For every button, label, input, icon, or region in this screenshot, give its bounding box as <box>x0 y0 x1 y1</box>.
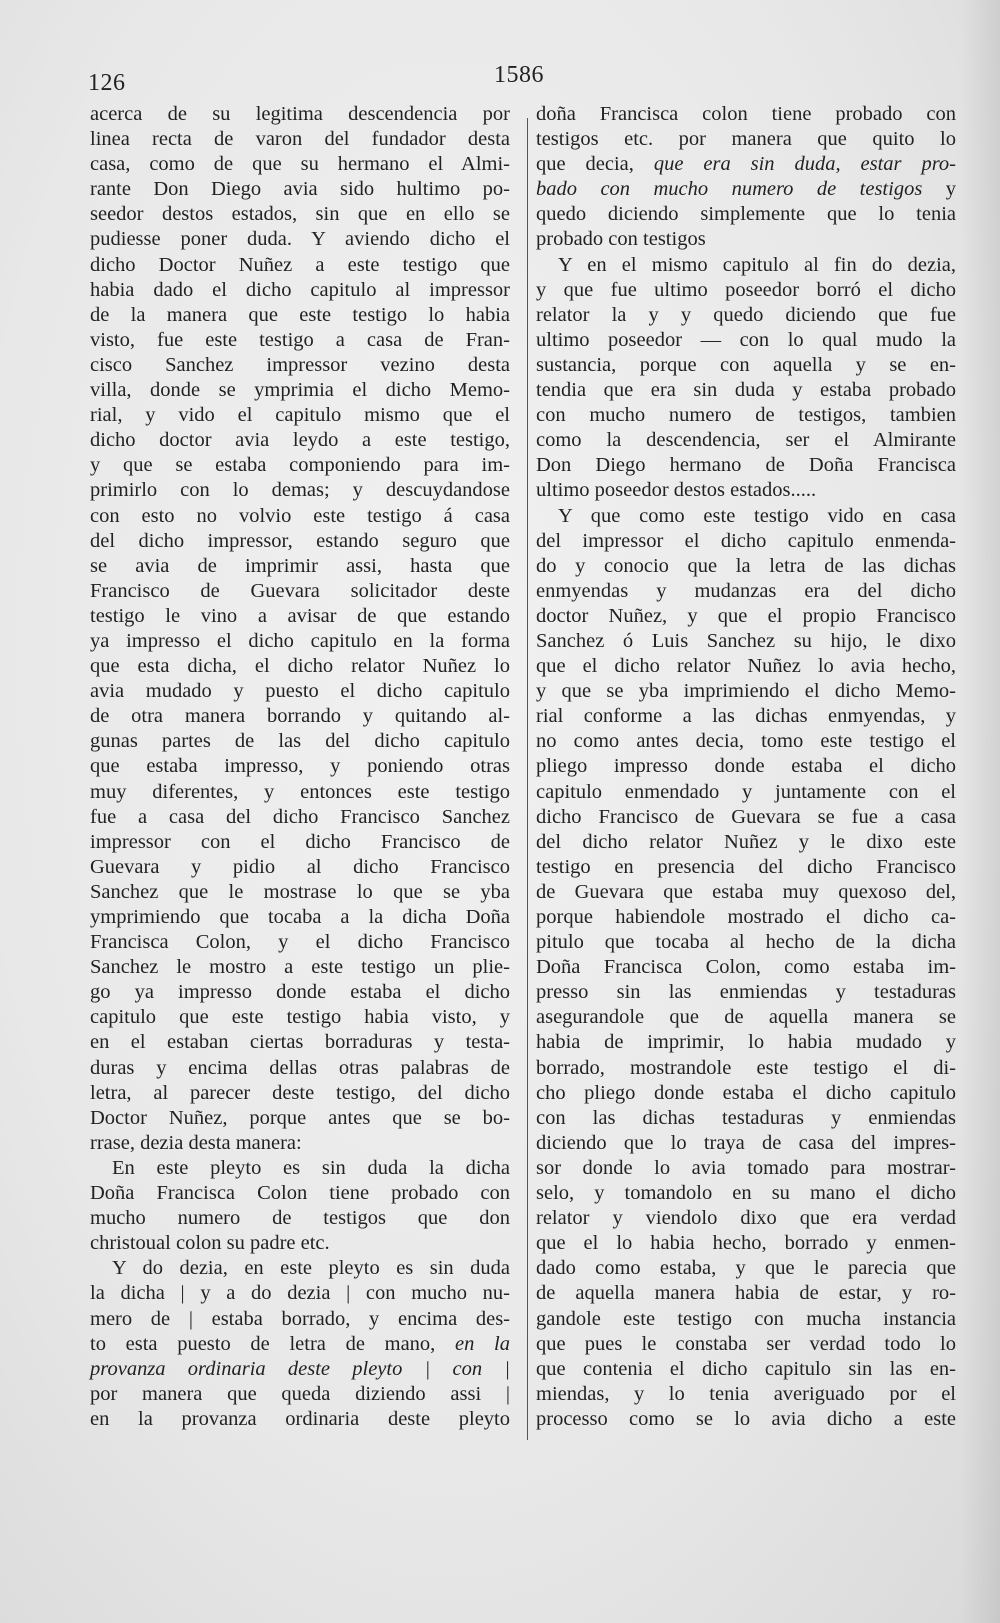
text-line: Doña Francisca Colon, como estaba im- <box>536 956 956 979</box>
text-line: villa, donde se ymprimia el dicho Memo- <box>90 379 510 402</box>
text-line: con mucho numero de testigos, tambien <box>536 404 956 427</box>
text-line <box>90 1357 510 1382</box>
text-line: go ya impresso donde estaba el dicho <box>90 981 510 1004</box>
text-line: testigo le vino a avisar de que estando <box>90 604 510 627</box>
text-line: por manera que queda diziendo assi | <box>90 1382 510 1405</box>
text-line: casa, como de que su hermano el Almi- <box>90 153 510 176</box>
text-line: seedor destos estados, sin que en ello se <box>90 203 510 226</box>
text-line: christoual colon su padre etc. <box>90 1232 330 1255</box>
text-line: linea recta de varon del fundador desta <box>90 128 510 151</box>
text-line: con esto no volvio este testigo á casa <box>90 504 510 527</box>
text-line: dicho doctor avia leydo a este testigo, <box>90 429 510 452</box>
text-line: Sanchez le mostro a este testigo un plie- <box>90 956 510 979</box>
text-line: del dicho relator Nuñez y le dixo este <box>536 830 956 853</box>
text-line: processo como se lo avia dicho a este <box>536 1407 956 1430</box>
text-line: habia dado el dicho capitulo al impressor <box>90 278 510 301</box>
text-line: rial conforme a las dichas enmyendas, y <box>536 705 956 728</box>
text-line: duras y encima dellas otras palabras de <box>90 1056 510 1079</box>
text-line: Doctor Nuñez, porque antes que se bo- <box>90 1106 510 1129</box>
text-line: gandole este testigo con mucha instancia <box>536 1307 956 1330</box>
text-segment: y <box>945 178 956 201</box>
page-year-heading: 1586 <box>494 62 544 88</box>
text-line: probado con testigos <box>536 228 706 251</box>
text-line: enmyendas y mudanzas era del dicho <box>536 579 956 602</box>
text-line: rante Don Diego avia sido hultimo po- <box>90 178 510 201</box>
text-line: miendas, y lo tenia averiguado por el <box>536 1382 956 1405</box>
text-line: cisco Sanchez impressor vezino desta <box>90 353 510 376</box>
text-line: relator la y y quedo diciendo que fue <box>536 303 956 326</box>
text-line: de aquella manera habia de estar, y ro- <box>536 1282 956 1305</box>
text-line <box>536 152 956 177</box>
text-line: en la provanza ordinaria deste pleyto <box>90 1407 510 1430</box>
text-line: habia de imprimir, lo habia mudado y <box>536 1031 956 1054</box>
text-line: que pues le constaba ser verdad todo lo <box>536 1332 956 1355</box>
text-line: Sanchez que le mostrase lo que se yba <box>90 880 510 903</box>
page-number: 126 <box>88 70 126 96</box>
text-line: primirlo con lo demas; y descuydandose <box>90 479 510 502</box>
text-line: muy diferentes, y entonces este testigo <box>90 780 510 803</box>
text-line: do y conocio que la letra de las dichas <box>536 554 956 577</box>
text-line: letra, al parecer deste testigo, del dicho <box>90 1081 510 1104</box>
text-line: ultimo poseedor — con lo qual mudo la <box>536 328 956 351</box>
text-line: de Guevara que estaba muy quexoso del, <box>536 880 956 903</box>
text-line: del dicho impressor, estando seguro que <box>90 529 510 552</box>
text-line: se avia de imprimir assi, hasta que <box>90 554 510 577</box>
text-line: ya impresso el dicho capitulo en la forma <box>90 629 510 652</box>
text-line: fue a casa del dicho Francisco Sanchez <box>90 805 510 828</box>
text-line: gunas partes de las del dicho capitulo <box>90 730 510 753</box>
text-line: sor donde lo avia tomado para mostrar- <box>536 1156 956 1179</box>
text-line: Y en el mismo capitulo al fin do dezia, <box>558 253 956 276</box>
text-line: Don Diego hermano de Doña Francisca <box>536 454 956 477</box>
text-line: como la descendencia, ser el Almirante <box>536 429 956 452</box>
text-line: ultimo poseedor destos estados..... <box>536 479 817 502</box>
text-line: dicho Doctor Nuñez a este testigo que <box>90 253 510 276</box>
text-line: presso sin las enmiendas y testaduras <box>536 981 956 1004</box>
text-line: capitulo enmendado y juntamente con el <box>536 780 956 803</box>
text-segment: to esta puesto de letra de mano, <box>90 1332 436 1355</box>
text-line: doctor Nuñez, y que el propio Francisco <box>536 604 956 627</box>
text-line: quedo diciendo simplemente que lo tenia <box>536 203 956 226</box>
text-line: que esta dicha, el dicho relator Nuñez lo <box>90 655 510 678</box>
text-line: Francisco de Guevara solicitador deste <box>90 579 510 602</box>
text-line: Sanchez ó Luis Sanchez su hijo, le dixo <box>536 629 956 652</box>
column-divider <box>527 118 528 1440</box>
italic-text-segment: bado con mucho numero de testigos <box>536 178 923 201</box>
text-line: doña Francisca colon tiene probado con <box>536 103 956 125</box>
text-line: pudiesse poner duda. Y aviendo dicho el <box>90 228 510 251</box>
text-line: rrase, dezia desta manera: <box>90 1131 302 1154</box>
text-line: Guevara y pidio al dicho Francisco <box>90 855 510 878</box>
text-line: avia mudado y puesto el dicho capitulo <box>90 680 510 703</box>
text-line: no como antes decia, tomo este testigo el <box>536 730 956 753</box>
text-line: pitulo que tocaba al hecho de la dicha <box>536 931 956 954</box>
text-line: mero de | estaba borrado, y encima des- <box>90 1307 510 1330</box>
text-line: ymprimiendo que tocaba a la dicha Doña <box>90 906 510 928</box>
text-line: borrado, mostrandole este testigo el di- <box>536 1056 956 1079</box>
text-line: dado como estaba, y que le parecia que <box>536 1257 956 1280</box>
text-line: Y do dezia, en este pleyto es sin duda <box>112 1257 510 1280</box>
text-line: dicho Francisco de Guevara se fue a casa <box>536 805 956 828</box>
text-line: del impressor el dicho capitulo enmenda- <box>536 529 956 552</box>
text-line <box>536 177 956 202</box>
text-line: que el lo habia hecho, borrado y enmen- <box>536 1232 956 1255</box>
text-segment: que decia, <box>536 153 634 176</box>
text-line: relator y viendolo dixo que era verdad <box>536 1207 956 1230</box>
text-line: y que se yba imprimiendo el dicho Memo- <box>536 680 956 703</box>
text-line: capitulo que este testigo habia visto, y <box>90 1006 510 1029</box>
italic-text-segment: en la <box>455 1332 511 1355</box>
italic-text-segment: que era sin duda, estar pro- <box>653 153 957 176</box>
text-line: diciendo que lo traya de casa del impres- <box>536 1131 956 1154</box>
text-line: testigo en presencia del dicho Francisco <box>536 855 956 878</box>
text-line: que estaba impresso, y poniendo otras <box>90 755 510 778</box>
italic-text-segment: provanza ordinaria deste pleyto | con | <box>90 1357 510 1380</box>
text-line: que contenia el dicho capitulo sin las en- <box>536 1357 956 1380</box>
text-line: sustancia, porque con aquella y se en- <box>536 353 956 376</box>
text-line: Francisca Colon, y el dicho Francisco <box>90 931 510 954</box>
text-line: de la manera que este testigo lo habia <box>90 303 510 326</box>
text-line: de otra manera borrando y quitando al- <box>90 705 510 728</box>
text-line <box>90 1332 510 1357</box>
text-line: que el dicho relator Nuñez lo avia hecho, <box>536 655 956 678</box>
text-line: testigos etc. por manera que quito lo <box>536 128 956 151</box>
text-line: rial, y vido el capitulo mismo que el <box>90 404 510 427</box>
text-line: visto, fue este testigo a casa de Fran- <box>90 328 510 351</box>
text-line: asegurandole que de aquella manera se <box>536 1006 956 1029</box>
text-line: selo, y tomandolo en su mano el dicho <box>536 1182 956 1205</box>
text-line: con las dichas testaduras y enmiendas <box>536 1106 956 1129</box>
text-line: En este pleyto es sin duda la dicha <box>112 1156 510 1179</box>
right-text-column <box>536 102 956 1432</box>
text-line: en el estaban ciertas borraduras y testa- <box>90 1031 510 1054</box>
text-line: y que fue ultimo poseedor borró el dicho <box>536 278 956 301</box>
text-line: la dicha | y a do dezia | con mucho nu- <box>90 1282 510 1305</box>
text-line: y que se estaba componiendo para im- <box>90 454 510 477</box>
text-line: cho pliego donde estaba el dicho capitulo <box>536 1081 956 1104</box>
text-line: acerca de su legitima descendencia por <box>90 103 510 125</box>
text-line: mucho numero de testigos que don <box>90 1207 510 1230</box>
left-text-column <box>90 102 510 1432</box>
text-line: Y que como este testigo vido en casa <box>558 504 956 527</box>
text-line: pliego impresso donde estaba el dicho <box>536 755 956 778</box>
text-line: Doña Francisca Colon tiene probado con <box>90 1182 510 1205</box>
text-line: impressor con el dicho Francisco de <box>90 830 510 853</box>
text-line: tendia que era sin duda y estaba probado <box>536 379 956 402</box>
text-line: porque habiendole mostrado el dicho ca- <box>536 906 956 928</box>
